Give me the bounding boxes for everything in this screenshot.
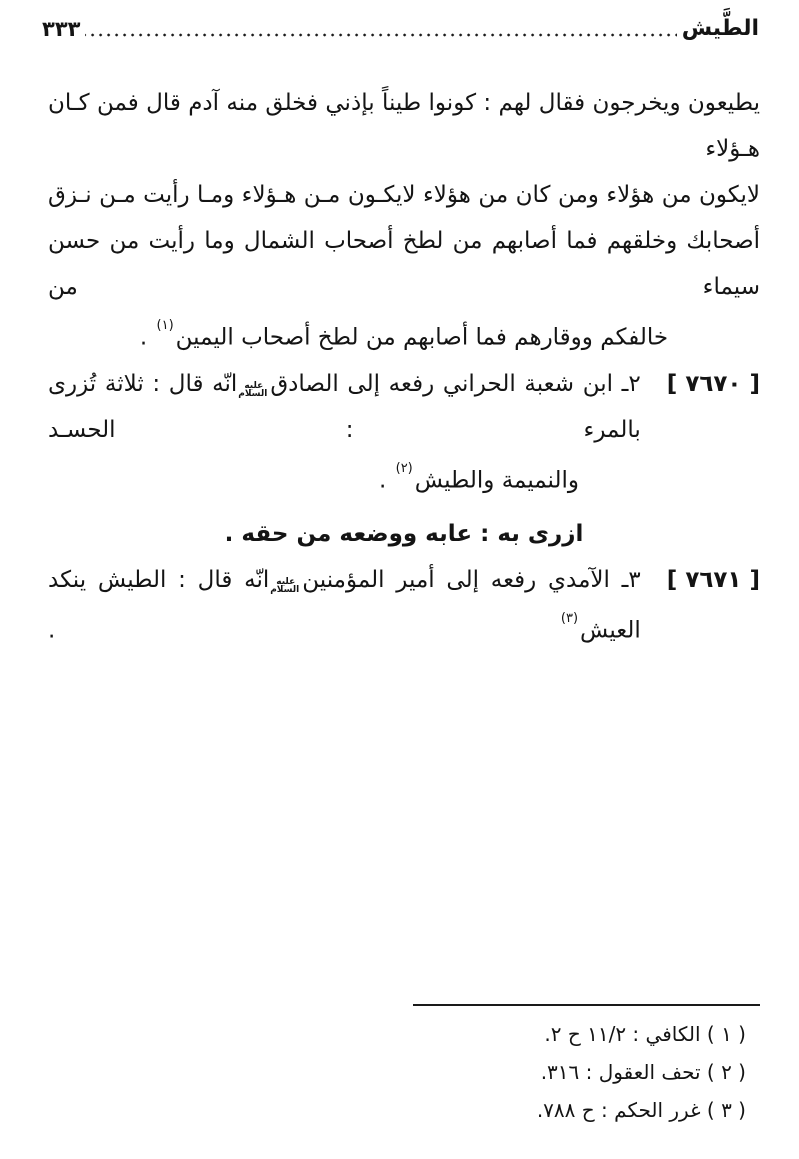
line-tail: . bbox=[139, 324, 155, 351]
line-tail: . bbox=[378, 467, 394, 494]
paragraph-last-line bbox=[48, 310, 760, 361]
paragraph-line: يطيعون ويخرجون فقال لهم : كونوا طيناً بإذني فخلق منه آدم قال فمن كـان هـؤلاء bbox=[48, 90, 760, 162]
hadith-7671-line1 bbox=[48, 557, 760, 654]
hadith-quote: انّه قال : ثلاثة تُزرى بالمرء : الحسـد bbox=[48, 370, 641, 443]
paragraph-line-text: خالفكم ووقارهم فما أصابهم من لطخ أصحاب اليمين bbox=[175, 324, 669, 351]
page-header bbox=[42, 14, 759, 44]
paragraph-line: لايكون من هؤلاء ومن كان من هؤلاء لايكـون مـن هـؤلاء ومـا رأيت مـن نـزق bbox=[48, 182, 760, 208]
hadith-intro: ٢ـ ابن شعبة الحراني رفعه إلى الصادق bbox=[270, 370, 641, 397]
hadith-text bbox=[48, 361, 641, 453]
footnote-marker-3: (٣) bbox=[560, 611, 579, 627]
hadith-quote-continuation: والنميمة والطيش bbox=[414, 467, 580, 494]
hadith-intro: ٣ـ الآمدي رفعه إلى أمير المؤمنين bbox=[302, 567, 641, 594]
hadith-text bbox=[48, 557, 641, 654]
alayhi-assalam-symbol: عليه السلام bbox=[238, 380, 268, 399]
footnote-2: ( ٢ ) تحف العقول : ٣١٦. bbox=[540, 1060, 746, 1084]
chapter-title: الطَّيش bbox=[681, 16, 759, 41]
footnote-marker-1: (١) bbox=[156, 318, 174, 333]
hadith-7670-line2 bbox=[48, 453, 760, 504]
hadith-7670-line1 bbox=[48, 361, 760, 453]
footnote-marker-2: (٢) bbox=[395, 460, 413, 476]
footnotes-block bbox=[413, 1004, 760, 1129]
hadith-number-bracket: [ ٧٦٧١ ] bbox=[666, 567, 760, 594]
hadith-quote: انّه قال : الطيش ينكد العيش bbox=[48, 567, 641, 644]
main-text bbox=[48, 80, 760, 654]
footnote-1: ( ١ ) الكافي : ١١/٢ ح ٢. bbox=[544, 1022, 746, 1046]
alayhi-assalam-symbol: عليه السلام bbox=[270, 577, 300, 596]
dotted-leader bbox=[85, 33, 676, 37]
gloss-line: ازرى به : عابه ووضعه من حقه . bbox=[224, 521, 584, 548]
footnote-3: ( ٣ ) غرر الحكم : ح ٧٨٨. bbox=[536, 1098, 746, 1122]
paragraph-line: أصحابك وخلقهم فما أصابهم من لطخ أصحاب الشمال وما رأيت من حسن سيماء من bbox=[48, 228, 760, 300]
page-number: ٣٣٣ bbox=[42, 17, 81, 41]
hadith-number-bracket: [ ٧٦٧٠ ] bbox=[666, 370, 760, 397]
line-tail: . bbox=[48, 617, 559, 644]
